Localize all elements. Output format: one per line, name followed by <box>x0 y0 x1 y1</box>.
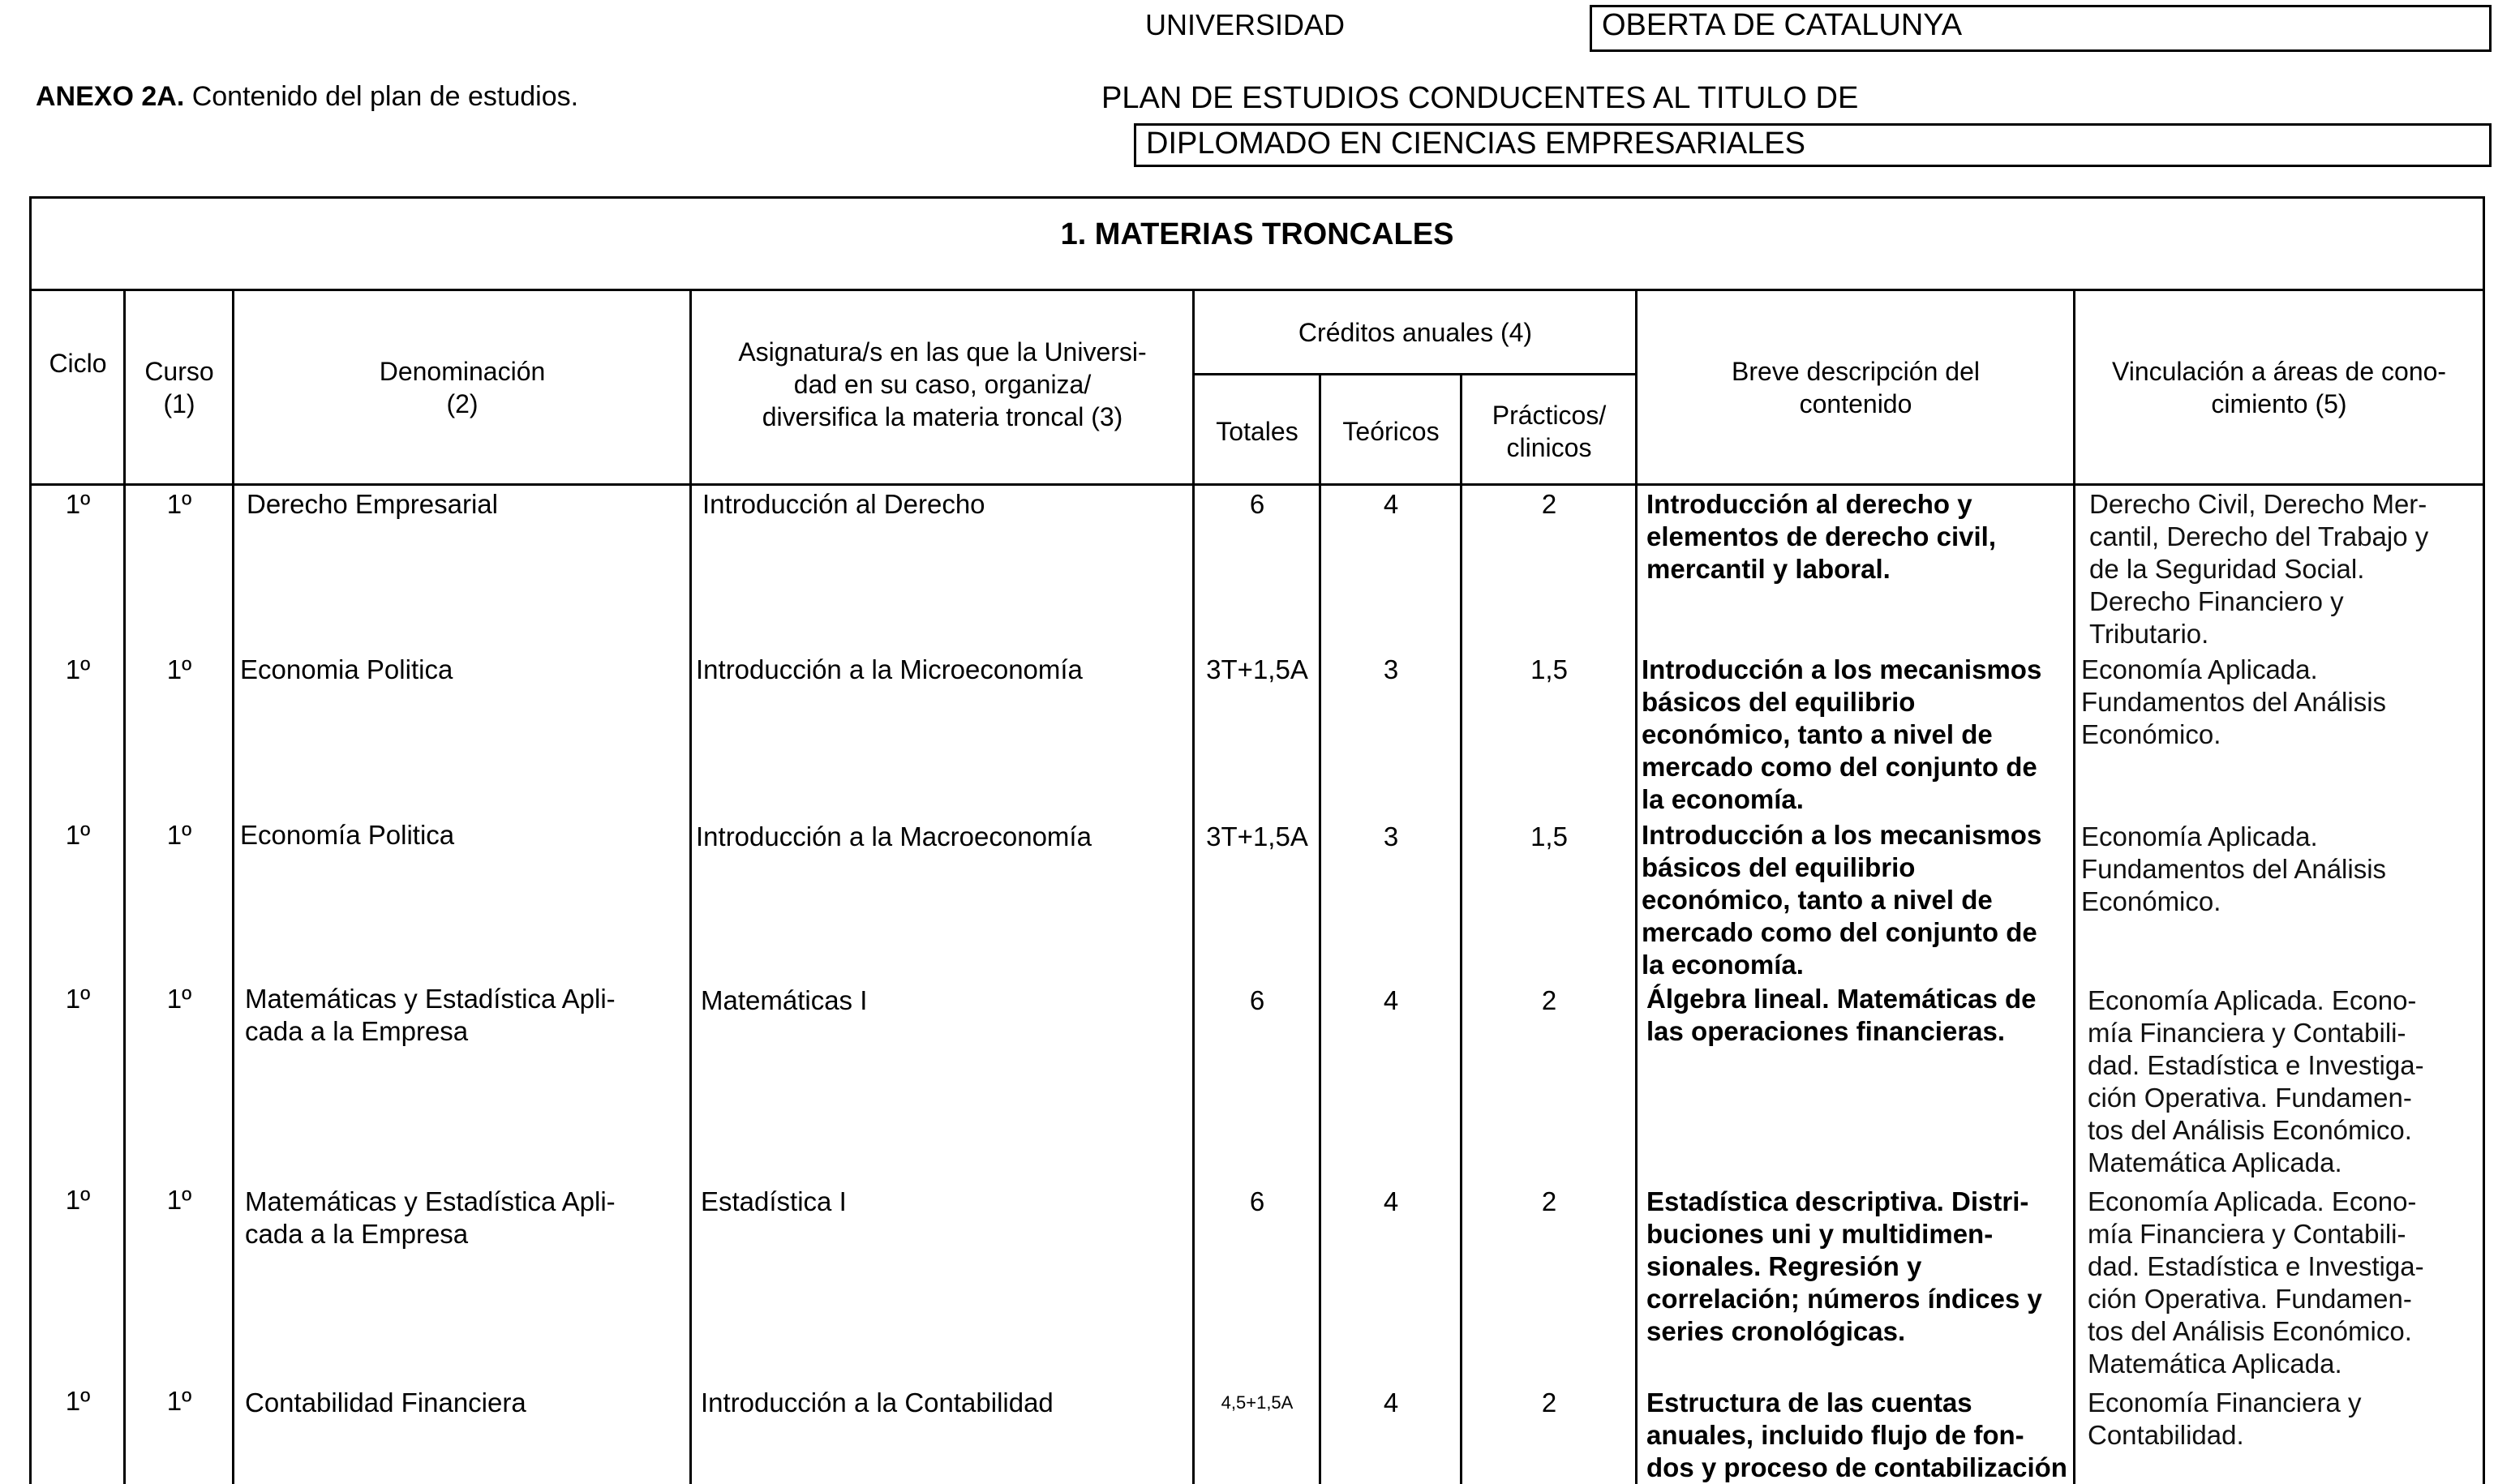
col-practicos: Prácticos/ clinicos <box>1492 401 1607 462</box>
cell-descripcion: Introducción a los mecanismos básicos del equilibrio económico, tanto a nivel de mercado como del conjunto de la economía. <box>1642 820 2042 980</box>
col-teoricos: Teóricos <box>1342 417 1440 446</box>
cell-practicos: 2 <box>1541 1186 1557 1216</box>
cell-totales: 6 <box>1249 489 1265 519</box>
cell-curso: 1º <box>166 1185 192 1215</box>
cell-totales: 4,5+1,5A <box>1221 1392 1294 1413</box>
cell-denominacion: Derecho Empresarial <box>247 489 498 519</box>
cell-ciclo: 1º <box>65 1185 91 1215</box>
cell-descripcion: Álgebra lineal. Matemáticas de las operaciones financieras. <box>1646 984 2037 1046</box>
cell-totales: 6 <box>1249 1186 1265 1216</box>
cell-teoricos: 3 <box>1383 654 1399 684</box>
cell-teoricos: 4 <box>1383 1186 1399 1216</box>
cell-denominacion: Economia Politica <box>240 654 453 684</box>
cell-totales: 6 <box>1249 985 1265 1015</box>
cell-teoricos: 4 <box>1383 489 1399 519</box>
cell-curso: 1º <box>166 654 192 684</box>
cell-vinculacion: Economía Aplicada. Fundamentos del Análisis Económico. <box>2081 654 2387 749</box>
universidad-name-box <box>1590 5 2492 52</box>
cell-practicos: 1,5 <box>1530 821 1568 851</box>
col-creditos: Créditos anuales (4) <box>1298 318 1533 347</box>
cell-teoricos: 4 <box>1383 985 1399 1015</box>
col-curso: Curso (1) <box>144 357 214 418</box>
cell-practicos: 2 <box>1541 985 1557 1015</box>
cell-descripcion: Introducción al derecho y elementos de derecho civil, mercantil y laboral. <box>1646 489 1996 584</box>
cell-ciclo: 1º <box>65 654 91 684</box>
cell-asignatura: Introducción a la Contabilidad <box>701 1387 1054 1418</box>
titulo: DIPLOMADO EN CIENCIAS EMPRESARIALES <box>1146 127 1805 161</box>
cell-denominacion: Matemáticas y Estadística Apli- cada a la Empresa <box>245 984 616 1046</box>
cell-teoricos: 4 <box>1383 1387 1399 1418</box>
cell-totales: 3T+1,5A <box>1206 821 1308 851</box>
cell-curso: 1º <box>166 1386 192 1416</box>
cell-descripcion: Estadística descriptiva. Distri- buciones uni y multidimen- sionales. Regresión y correlación; números índices y series cronológicas. <box>1646 1186 2042 1346</box>
cell-vinculacion: Economía Aplicada. Econo- mía Financiera y Contabili- dad. Estadística e Investiga- ción Operativa. Fundamen- tos del Análisis Económico. Matemática Aplicada. <box>2088 1186 2424 1379</box>
col-vinculacion: Vinculación a áreas de cono- cimiento (5) <box>2111 357 2447 418</box>
cell-denominacion: Contabilidad Financiera <box>245 1387 526 1418</box>
cell-asignatura: Matemáticas I <box>701 985 868 1015</box>
plan-label: PLAN DE ESTUDIOS CONDUCENTES AL TITULO DE <box>1101 81 1859 115</box>
cell-ciclo: 1º <box>65 820 91 850</box>
table-title: 1. MATERIAS TRONCALES <box>1060 217 1454 251</box>
cell-vinculacion: Derecho Civil, Derecho Mer- cantil, Derecho del Trabajo y de la Seguridad Social. Derecho Financiero y Tributario. <box>2089 489 2429 649</box>
universidad-name: OBERTA DE CATALUNYA <box>1602 8 1963 42</box>
cell-curso: 1º <box>166 489 192 519</box>
anexo-label: ANEXO 2A. <box>36 81 185 112</box>
cell-ciclo: 1º <box>65 489 91 519</box>
cell-ciclo: 1º <box>65 1386 91 1416</box>
cell-curso: 1º <box>166 984 192 1014</box>
cell-ciclo: 1º <box>65 984 91 1014</box>
cell-practicos: 2 <box>1541 1387 1557 1418</box>
cell-denominacion: Matemáticas y Estadística Apli- cada a la Empresa <box>245 1186 616 1249</box>
cell-vinculacion: Economía Aplicada. Econo- mía Financiera y Contabili- dad. Estadística e Investiga- ción Operativa. Fundamen- tos del Análisis Económico. Matemática Aplicada. <box>2088 985 2424 1177</box>
cell-practicos: 1,5 <box>1530 654 1568 684</box>
col-denominacion: Denominación (2) <box>379 357 546 418</box>
cell-curso: 1º <box>166 820 192 850</box>
cell-descripcion: Introducción a los mecanismos básicos del equilibrio económico, tanto a nivel de mercado como del conjunto de la economía. <box>1642 654 2042 814</box>
universidad-label: UNIVERSIDAD <box>1145 8 1346 41</box>
cell-totales: 3T+1,5A <box>1206 654 1308 684</box>
cell-asignatura: Introducción a la Macroeconomía <box>696 821 1092 851</box>
cell-vinculacion: Economía Financiera y Contabilidad. <box>2088 1387 2362 1450</box>
cell-asignatura: Estadística I <box>701 1186 847 1216</box>
titulo-box <box>1134 123 2492 167</box>
cell-vinculacion: Economía Aplicada. Fundamentos del Análisis Económico. <box>2081 821 2387 916</box>
cell-descripcion: Estructura de las cuentas anuales, incluido flujo de fon- dos y proceso de contabilización <box>1646 1387 2067 1482</box>
cell-asignatura: Introducción a la Microeconomía <box>696 654 1083 684</box>
col-descripcion: Breve descripción del contenido <box>1732 357 1980 418</box>
cell-asignatura: Introducción al Derecho <box>702 489 985 519</box>
col-asignatura: Asignatura/s en las que la Universi- dad en su caso, organiza/ diversifica la materia troncal (3) <box>738 337 1147 431</box>
cell-practicos: 2 <box>1541 489 1557 519</box>
col-totales: Totales <box>1216 417 1298 446</box>
col-ciclo: Ciclo <box>49 349 107 378</box>
cell-denominacion: Economía Politica <box>240 820 455 850</box>
cell-teoricos: 3 <box>1383 821 1399 851</box>
anexo-heading <box>36 81 578 113</box>
anexo-text: Contenido del plan de estudios. <box>191 81 579 112</box>
